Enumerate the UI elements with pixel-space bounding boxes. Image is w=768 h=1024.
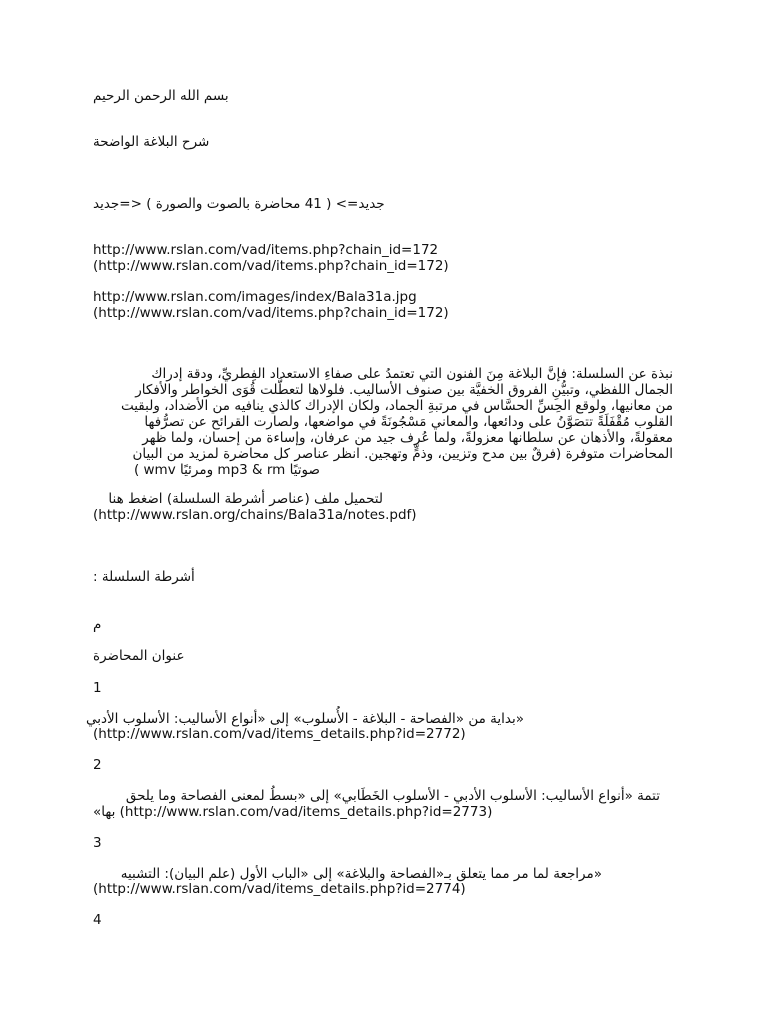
lecture-link-row[interactable] bbox=[93, 804, 492, 821]
document-title: شرح البلاغة الواضحة bbox=[93, 134, 210, 150]
chain-link[interactable]: http://www.rslan.com/vad/items.php?chain_id=172 bbox=[93, 242, 439, 258]
lecture-title[interactable]: «مراجعة لما مر مما يتعلق بـ«الفصاحة والبلاغة» إلى «الباب الأول (علم البيان): التشبيه bbox=[120, 866, 602, 882]
download-link[interactable]: (http://www.rslan.org/chains/Bala31a/notes.pdf) bbox=[93, 507, 417, 523]
intro-line-4: القلوب مُقْفَلَةً تتصَوَّنُ على ودائعها، والمعاني مَسْجُونَةً في مواضعها، ولصارت القرائح عن تصرُّفها bbox=[144, 414, 673, 430]
intro-line-5: معقولةً، والأذهان عن سلطانها معزولةً، ولما عُرف جيد من عرفان، وإساءة من إحسان، ولما ظهر bbox=[142, 430, 673, 446]
intro-line-7: ( wmv ومرئيًا mp3 & rm صوتيًا bbox=[133, 462, 320, 478]
lecture-number: 2 bbox=[93, 757, 102, 773]
lecture-link[interactable]: (http://www.rslan.com/vad/items_details.php?id=2774) bbox=[93, 881, 466, 897]
intro-line-2: الجمال اللفظي، وتبيُّنِ الفروق الخفيَّة بين صنوف الأساليب. فلولاها لتعطَّلت قُوَى الخواطر والأفكار bbox=[135, 382, 673, 398]
chain-link-url[interactable]: (http://www.rslan.com/vad/items.php?chain_id=172) bbox=[93, 258, 449, 274]
lecture-link[interactable]: (http://www.rslan.com/vad/items_details.php?id=2772) bbox=[93, 726, 466, 742]
lecture-number: 1 bbox=[93, 680, 102, 696]
tapes-heading: أشرطة السلسلة : bbox=[93, 569, 195, 585]
basmala: بسم الله الرحمن الرحيم bbox=[93, 88, 229, 104]
lecture-title-end: بها» bbox=[93, 804, 116, 820]
image-link-url[interactable]: (http://www.rslan.com/vad/items.php?chain_id=172) bbox=[93, 305, 449, 321]
lecture-link[interactable]: (http://www.rslan.com/vad/items_details.php?id=2773) bbox=[119, 804, 493, 820]
intro-line-1: نبذة عن السلسلة: فإنَّ البلاغة مِنَ الفنون التي تعتمدُ على صفاءِ الاستعداد الفِطريِّ، ودقة إدراك bbox=[151, 366, 673, 382]
download-label[interactable]: لتحميل ملف (عناصر أشرطة السلسلة) اضغط هنا bbox=[108, 491, 383, 507]
lecture-number: 4 bbox=[93, 912, 102, 928]
column-number-header: م bbox=[93, 617, 102, 633]
lecture-title[interactable]: «بداية من «الفصاحة - البلاغة - الأُسلوب» إلى «أنواع الأساليب: الأسلوب الأدبي bbox=[85, 711, 524, 727]
lecture-number: 3 bbox=[93, 835, 102, 851]
lecture-title[interactable]: تتمة «أنواع الأساليب: الأسلوب الأدبي - الأسلوب الخَطَابي» إلى «بسطُ لمعنى الفصاحة وما يلحق bbox=[125, 788, 660, 804]
intro-line-6: المحاضرات متوفرة (فرقٌ بين مدح وتزيين، وذمٍّ وتهجين. انظر عناصر كل محاضرة لمزيد من البيان bbox=[132, 446, 673, 462]
image-link[interactable]: http://www.rslan.com/images/index/Bala31a.jpg bbox=[93, 289, 417, 305]
new-announcement: جديد=> ( 41 محاضرة بالصوت والصورة ) <=جديد bbox=[93, 196, 385, 212]
column-title-header: عنوان المحاضرة bbox=[93, 648, 185, 664]
intro-line-3: من معانيها، ولوقع الحِسِّ الحسَّاس في مرتبةِ الجماد، ولكان الإدراك كالذي ينافيه من الأضداد، ولبقيت bbox=[120, 398, 673, 414]
